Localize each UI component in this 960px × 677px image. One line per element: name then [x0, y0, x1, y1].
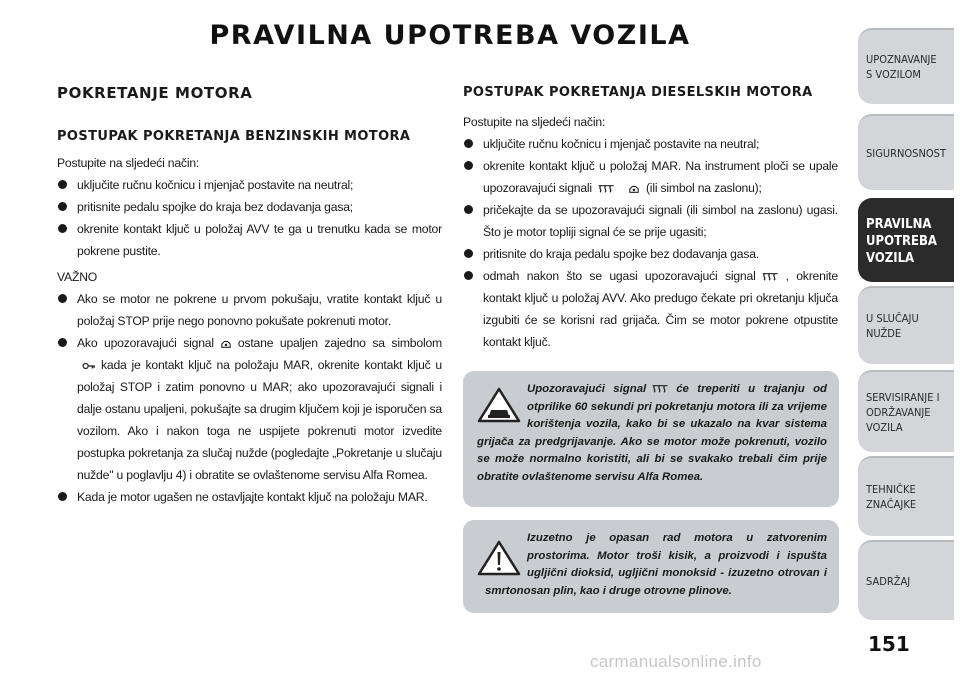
petrol-step: uključite ručnu kočnicu i mjenjač postavite na neutral; — [57, 174, 442, 196]
bullet-icon — [464, 161, 473, 170]
diesel-step: pričekajte da se upozoravajući signali (ili simbol na zaslonu) ugasi. Što je motor topliji signal će se prije ugasiti; — [463, 199, 838, 243]
watermark: carmanualsonline.info — [590, 652, 762, 671]
tab-servisiranje[interactable]: SERVISIRANJE I ODRŽAVANJE VOZILA — [858, 370, 954, 452]
diesel-step: uključite ručnu kočnicu i mjenjač postavite na neutral; — [463, 133, 838, 155]
petrol-step: okrenite kontakt ključ u položaj AVV te ga u trenutku kada se motor pokrene pustite. — [57, 218, 442, 262]
important-label: VAŽNO — [57, 270, 98, 284]
important-note: Ako upozoravajući signal ostane upaljen zajedno sa simbolomkada je kontakt ključ na položaju MAR, okrenite kontakt ključ u položaj STOP i zatim ponovno u MAR; ako upozoravajući signali i dalje ostanu upaljeni, pokušajte sa drugim ključem koji je isporučen sa vozilom. Ako i nakon toga ne uspijete pokrenuti motor izvedite postupka pokretanja za slučaj nužde (pogledajte „Pokretanje u slučaju nužde" u poglavlju 4) i obratite se ovlaštenome servisu Alfa Romea. — [57, 332, 442, 486]
petrol-step: pritisnite pedalu spojke do kraja bez dodavanja gasa; — [57, 196, 442, 218]
glow-plug-icon — [760, 272, 782, 282]
warning-triangle-icon — [477, 540, 521, 578]
tab-u-slucaju-nuzde[interactable]: U SLUČAJU NUŽDE — [858, 286, 954, 364]
warning-box-danger — [463, 520, 839, 613]
bullet-icon — [58, 202, 67, 211]
page-number: 151 — [868, 632, 910, 656]
bullet-icon — [58, 180, 67, 189]
glow-plug-icon — [596, 184, 618, 194]
warning-text: Izuzetno je opasan rad motora u zatvorenim prostorima. Motor troši kisik, a proizvodi i ispušta ugljični dioksid, ugljični monoksid - izuzetno otrovan i smrtonosan plin, kao i druge otrovne plinove. — [485, 532, 827, 597]
bullet-icon — [464, 205, 473, 214]
diesel-intro: Postupite na sljedeći način: — [463, 115, 606, 129]
petrol-subheading: POSTUPAK POKRETANJA BENZINSKIH MOTORA — [57, 129, 411, 144]
bullet-icon — [464, 139, 473, 148]
section-heading: POKRETANJE MOTORA — [57, 84, 253, 102]
bullet-icon — [464, 249, 473, 258]
petrol-intro: Postupite na sljedeći način: — [57, 156, 200, 170]
important-note: Ako se motor ne pokrene u prvom pokušaju, vratite kontakt ključ u položaj STOP prije nego ponovno pokušate pokrenuti motor. — [57, 288, 442, 332]
tab-sadrzaj[interactable]: SADRŽAJ — [858, 540, 954, 620]
key-icon — [81, 361, 97, 371]
diesel-step: pritisnite do kraja pedalu spojke bez dodavanja gasa. — [463, 243, 838, 265]
important-note: Kada je motor ugašen ne ostavljajte kontakt ključ na položaju MAR. — [57, 486, 442, 508]
bullet-icon — [464, 271, 473, 280]
diesel-subheading: POSTUPAK POKRETANJA DIESELSKIH MOTORA — [463, 85, 813, 100]
immobilizer-icon — [218, 339, 234, 349]
immobilizer-icon — [626, 184, 642, 194]
diesel-step: odmah nakon što se ugasi upozoravajući signal , okrenite kontakt ključ u položaj AVV. Ako predugo čekate pri okretanju ključa izgubiti će se korisni rad grijača. Čim se motor pokrene otpustite kontakt ključ. — [463, 265, 838, 353]
bullet-icon — [58, 294, 67, 303]
diesel-step: okrenite kontakt ključ u položaj MAR. Na instrument ploči se upale upozoravajući signali (ili simbol na zaslonu); — [463, 155, 838, 199]
right-column — [463, 84, 838, 353]
warning-text: Upozoravajući signal će treperiti u trajanju od otprilike 60 sekundi pri pokretanju motora ili za vrijeme korištenja vozila, kako bi se ukazalo na kvar sistema grijača za predgrijavanje. Ako se motor može pokrenuti, vozilo se može normalno koristiti, ali bi se svakako trebali čim prije obratite ovlaštenome servisu Alfa Romea. — [477, 383, 827, 483]
glow-plug-icon — [650, 384, 672, 394]
bullet-icon — [58, 492, 67, 501]
tab-upoznavanje[interactable]: UPOZNAVANJE S VOZILOM — [858, 28, 954, 104]
tab-sigurnosnost[interactable]: SIGURNOSNOST — [858, 114, 954, 190]
car-warning-icon — [477, 387, 521, 425]
tab-pravilna-upotreba[interactable]: PRAVILNA UPOTREBA VOZILA — [858, 198, 954, 282]
left-column — [57, 84, 442, 508]
warning-box-glow — [463, 371, 839, 507]
tab-tehnicke-znacajke[interactable]: TEHNIČKE ZNAČAJKE — [858, 456, 954, 536]
bullet-icon — [58, 224, 67, 233]
page-title: PRAVILNA UPOTREBA VOZILA — [209, 20, 691, 51]
bullet-icon — [58, 338, 67, 347]
